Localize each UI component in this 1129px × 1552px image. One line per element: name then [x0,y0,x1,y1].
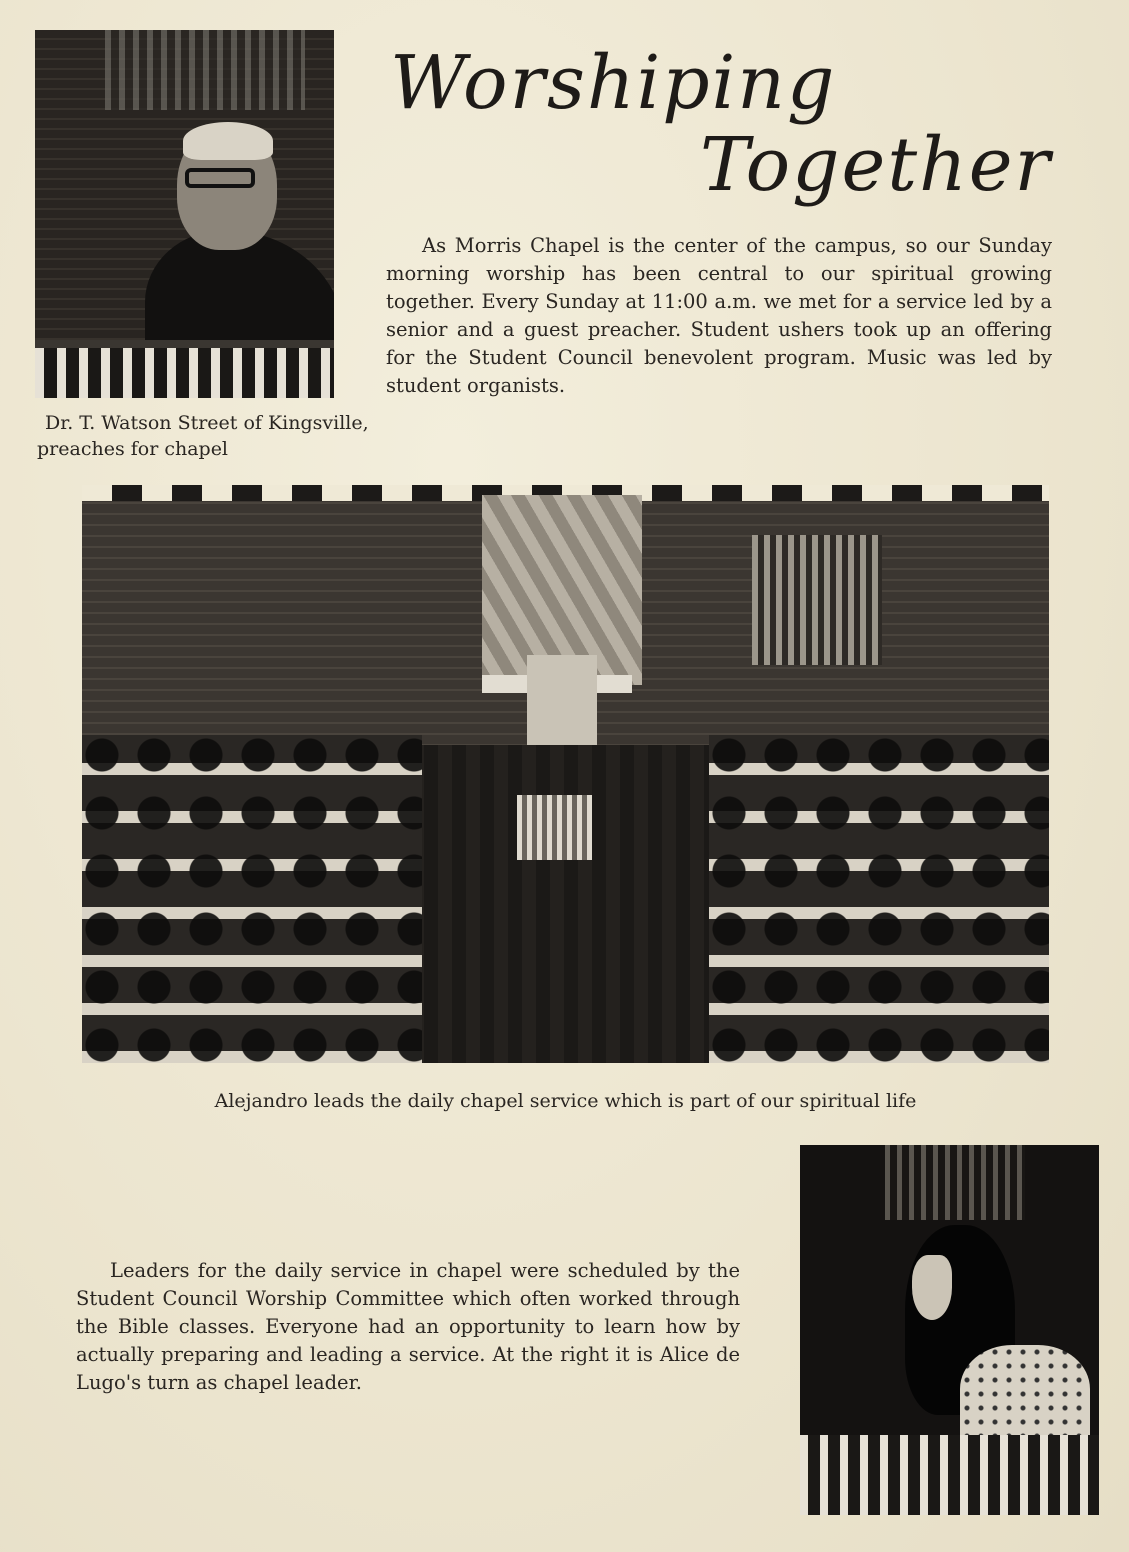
preacher-hair [183,122,273,160]
caption-dr-street: Dr. T. Watson Street of Kingsville, preaches for chapel [37,412,369,460]
communion-table [517,795,592,860]
pulpit [527,655,597,755]
leader-face [912,1255,952,1320]
congregation-left [82,735,422,1063]
organ-pipes [885,1145,1025,1220]
caption-chapel-service: Alejandro leads the daily chapel service which is part of our spiritual life [214,1090,917,1112]
congregation-right [709,735,1049,1063]
leaders-paragraph: Leaders for the daily service in chapel were scheduled by the Student Council Worship Committee which often worked through the Bible classes. Everyone had an opportunity to learn how by actually preparing and leading a service. At the right it is Alice de Lugo's turn as chapel leader. [76,1259,740,1394]
photo-dr-street [35,30,334,398]
lectern [800,1435,1099,1515]
glasses [185,168,255,188]
page-title-line2: Together [700,122,1052,208]
lectern [35,348,334,398]
aisle-floor [382,745,742,1063]
photo-alice-de-lugo [800,1145,1099,1515]
photo-chapel-service [82,485,1049,1063]
organ-pipes [752,535,882,665]
intro-paragraph: As Morris Chapel is the center of the campus, so our Sunday morning worship has been central to our spiritual growing together. Every Sunday at 11:00 a.m. we met for a service led by a senior and a guest preacher. Student ushers took up an offering for the Student Council benevolent program. Music was led by student organists. [386,234,1052,397]
page-title-line1: Worshiping [390,40,837,126]
organ-pipes [105,30,305,110]
